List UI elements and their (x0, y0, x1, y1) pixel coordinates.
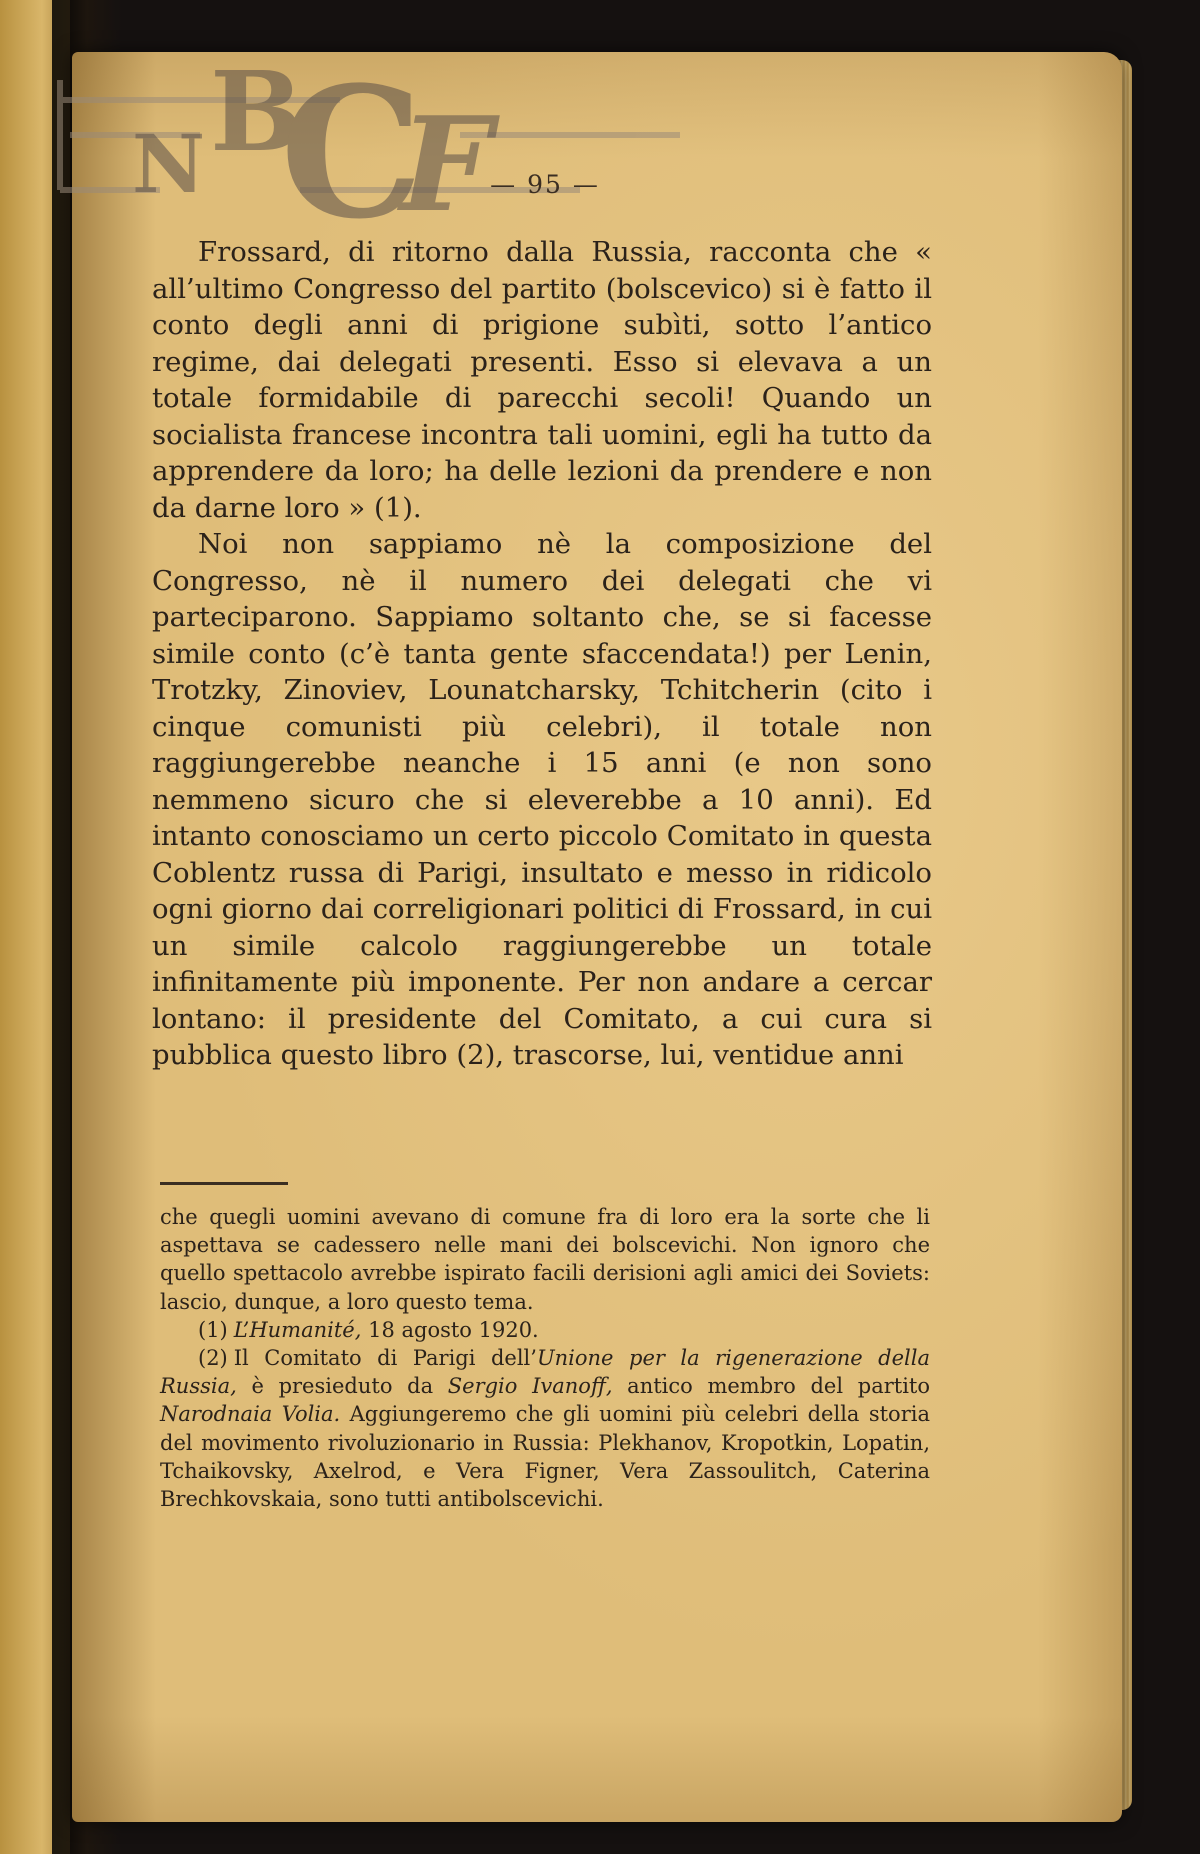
footnote-text: è presieduto da (236, 1374, 448, 1399)
watermark-letter-n: N (132, 117, 206, 211)
watermark-letter-b: B (210, 47, 303, 176)
paragraph: Noi non sappiamo nè la composizione del Congresso, nè il numero dei delegati che vi parteciparono. Sappiamo soltanto che, se si facesse simile conto (c’è tanta gente sfaccendata!) per Lenin, Trotzky, Zinoviev, Lounatcharsky, Tchitcherin (cito i cinque comunisti più celebri), il totale non raggiungerebbe neanche i 15 anni (e non sono nemmeno sicuro che si eleverebbe a 10 anni). Ed intanto conosciamo un certo piccolo Comitato in questa Coblentz russa di Parigi, insultato e messo in ridicolo ogni giorno dai correligionari politici di Frossard, in cui un simile calcolo raggiungerebbe un totale infinitamente più imponente. Per non andare a cercar lontano: il presidente del Comitato, a cui cura si pubblica questo libro (2), trascorse, lui, ventidue anni (152, 528, 932, 1071)
footnote-continuation: che quegli uomini avevano di comune fra di loro era la sorte che li aspettava se cadessero nelle mani dei bolscevichi. Non ignoro che quello spettacolo avrebbe ispirato facili derisioni agli amici dei Soviets: lascio, dunque, a loro questo tema. (160, 1205, 930, 1314)
library-watermark-logo (40, 40, 700, 240)
paragraph: Frossard, di ritorno dalla Russia, racconta che « all’ultimo Congresso del partito (bolscevico) si è fatto il conto degli anni di prigione subìti, sotto l’antico regime, dai delegati presenti. Esso si elevava a un totale formidabile di parecchi secoli! Quando un socialista francese incontra tali uomini, egli ha tutto da apprendere da loro; ha delle lezioni da prendere e non da darne loro » (1). (152, 236, 932, 524)
footnote-italic: Narodnaia Volia. (160, 1402, 341, 1427)
footnote-2 (160, 1344, 930, 1513)
footnote-text: Aggiungeremo che gli uomini più celebri della storia del movimento rivoluzionario in Russia: Plekhanov, Kropotkin, Lopatin, Tchaikovsky, Axelrod, e Vera Figner, Vera Zassoulitch, Caterina Brechkovskaia, sono tutti antibolscevichi. (160, 1402, 930, 1512)
watermark-letter-f: F (400, 88, 493, 240)
footnote-mark: (1) (198, 1317, 228, 1342)
main-text (152, 234, 932, 1074)
footnote-1 (160, 1316, 930, 1344)
footnote-mark: (2) (198, 1346, 228, 1371)
footnote-text: antico membro del partito (612, 1374, 930, 1399)
footnote-italic: Sergio Ivanoff, (447, 1374, 613, 1399)
footnotes (160, 1203, 930, 1513)
footnote-text: 18 agosto 1920. (368, 1317, 539, 1342)
page-number: — 95 — (490, 170, 600, 199)
footnote-text: Il Comitato di Parigi dell’ (233, 1346, 537, 1371)
watermark-letter-c: C (280, 48, 424, 240)
footnote-separator (160, 1182, 288, 1185)
footnote-italic: L’Humanité, (233, 1317, 362, 1342)
footnote-italic: Unione per la rigenerazione della Russia, (160, 1346, 931, 1399)
